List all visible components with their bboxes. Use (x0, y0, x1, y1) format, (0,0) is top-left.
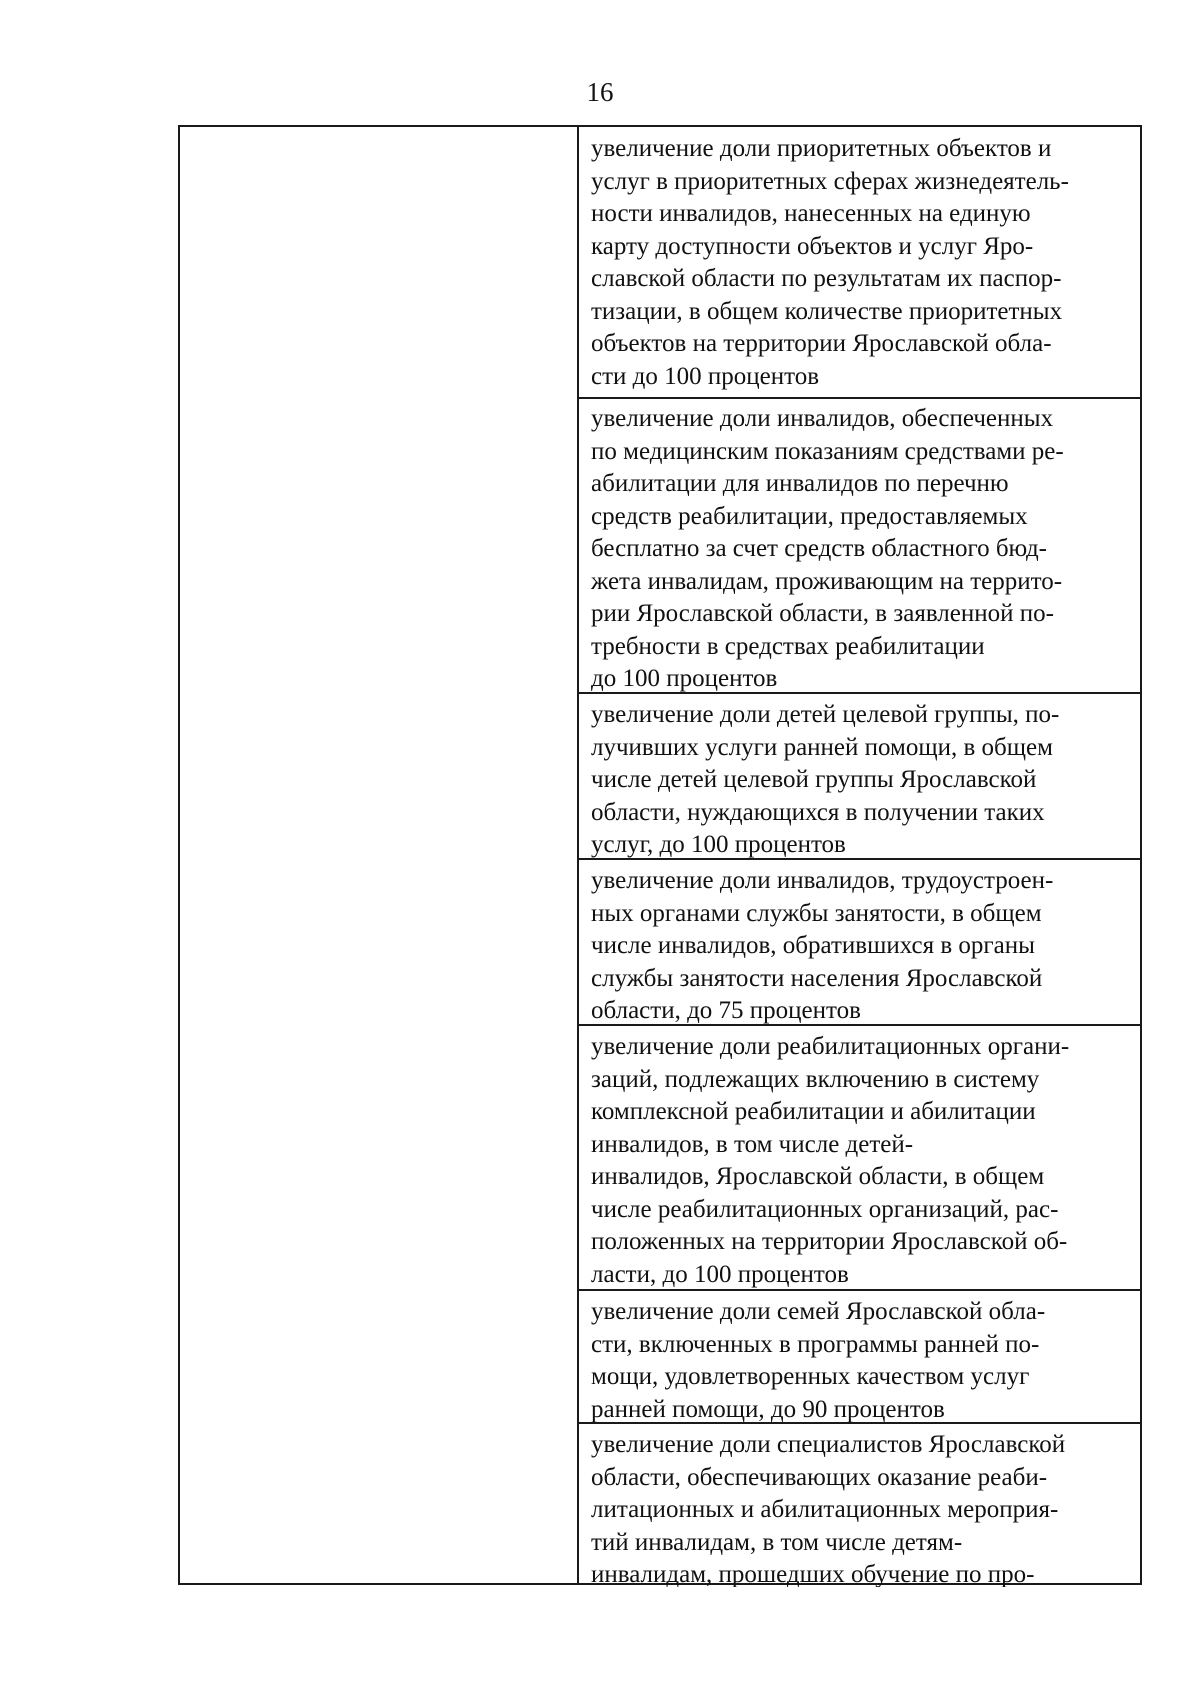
cell-text-line: сти до 100 процентов (591, 362, 820, 390)
cell-text-line: области, до 75 процентов (591, 997, 861, 1024)
cell-text-line: сти, включенных в программы ранней по- (591, 1330, 1040, 1358)
cell-text-line: числе реабилитационных организаций, рас- (591, 1195, 1059, 1223)
cell-text-line: услуг, до 100 процентов (591, 831, 846, 858)
cell-text-line: мощи, удовлетворенных качеством услуг (591, 1363, 1030, 1390)
indicators-table (178, 125, 1142, 1585)
table-row (579, 399, 1140, 694)
cell-text-line: требности в средствах реабилитации (591, 632, 985, 660)
cell-text-line: литационных и абилитационных мероприя- (591, 1496, 1059, 1523)
cell-text-line: ности инвалидов, нанесенных на единую (591, 200, 1031, 227)
cell-text-line: комплексной реабилитации и абилитации (591, 1098, 1036, 1125)
cell-text-line: увеличение доли приоритетных объектов и (591, 135, 1052, 162)
cell-text-line: тизации, в общем количестве приоритетных (591, 297, 1063, 325)
cell-text-line: увеличение доли специалистов Ярославской (591, 1431, 1066, 1458)
cell-text-line: числе детей целевой группы Ярославской (591, 766, 1037, 793)
cell-text-line: увеличение доли инвалидов, трудоустроен- (591, 867, 1054, 894)
table-row (579, 694, 1140, 860)
cell-text-line: тий инвалидам, в том числе детям- (591, 1528, 963, 1556)
cell-text-line: увеличение доли детей целевой группы, по- (591, 701, 1060, 728)
cell-text-line: до 100 процентов (591, 665, 778, 692)
cell-text-line: славской области по результатам их паспор- (591, 265, 1062, 292)
cell-text-line: области, обеспечивающих оказание реаби- (591, 1463, 1048, 1491)
cell-text-line: абилитации для инвалидов по перечню (591, 470, 1009, 497)
cell-text-line: ных органами службы занятости, в общем (591, 899, 1042, 927)
cell-text-line: средств реабилитации, предоставляемых (591, 502, 1028, 530)
table-right-column (579, 127, 1140, 1587)
cell-text-line: бесплатно за счет средств областного бюд- (591, 535, 1048, 562)
cell-text-line: рии Ярославской области, в заявленной по- (591, 600, 1054, 627)
table-row (579, 1026, 1140, 1291)
table-left-column (180, 127, 579, 1583)
cell-text-line: инвалидам, прошедших обучение по про- (591, 1561, 1035, 1587)
table-row (579, 127, 1140, 399)
cell-text-line: области, нуждающихся в получении таких (591, 798, 1045, 826)
cell-text-line: лучивших услуги ранней помощи, в общем (591, 733, 1053, 761)
cell-text-line: услуг в приоритетных сферах жизнедеятель- (591, 167, 1069, 195)
table-row (579, 860, 1140, 1026)
cell-text-line: ранней помощи, до 90 процентов (591, 1395, 945, 1423)
cell-text-line: увеличение доли семей Ярославской обла- (591, 1298, 1046, 1325)
table-row (579, 1424, 1140, 1587)
cell-text-line: по медицинским показаниям средствами ре- (591, 437, 1064, 465)
cell-text-line: инвалидов, Ярославской области, в общем (591, 1163, 1045, 1190)
cell-text-line: жета инвалидам, проживающим на террито- (591, 567, 1063, 595)
cell-text-line: объектов на территории Ярославской обла- (591, 330, 1052, 357)
cell-text-line: ласти, до 100 процентов (591, 1260, 849, 1288)
cell-text-line: увеличение доли инвалидов, обеспеченных (591, 405, 1054, 432)
cell-text-line: карту доступности объектов и услуг Яро- (591, 232, 1034, 260)
cell-text-line: числе инвалидов, обратившихся в органы (591, 932, 1035, 959)
page-number: 16 (586, 77, 614, 107)
table-row (579, 1291, 1140, 1424)
cell-text-line: увеличение доли реабилитационных органи- (591, 1033, 1070, 1060)
cell-text-line: службы занятости населения Ярославской (591, 964, 1043, 992)
cell-text-line: инвалидов, в том числе детей- (591, 1130, 914, 1158)
cell-text-line: положенных на территории Ярославской об- (591, 1228, 1068, 1255)
cell-text-line: заций, подлежащих включению в систему (591, 1065, 1040, 1093)
